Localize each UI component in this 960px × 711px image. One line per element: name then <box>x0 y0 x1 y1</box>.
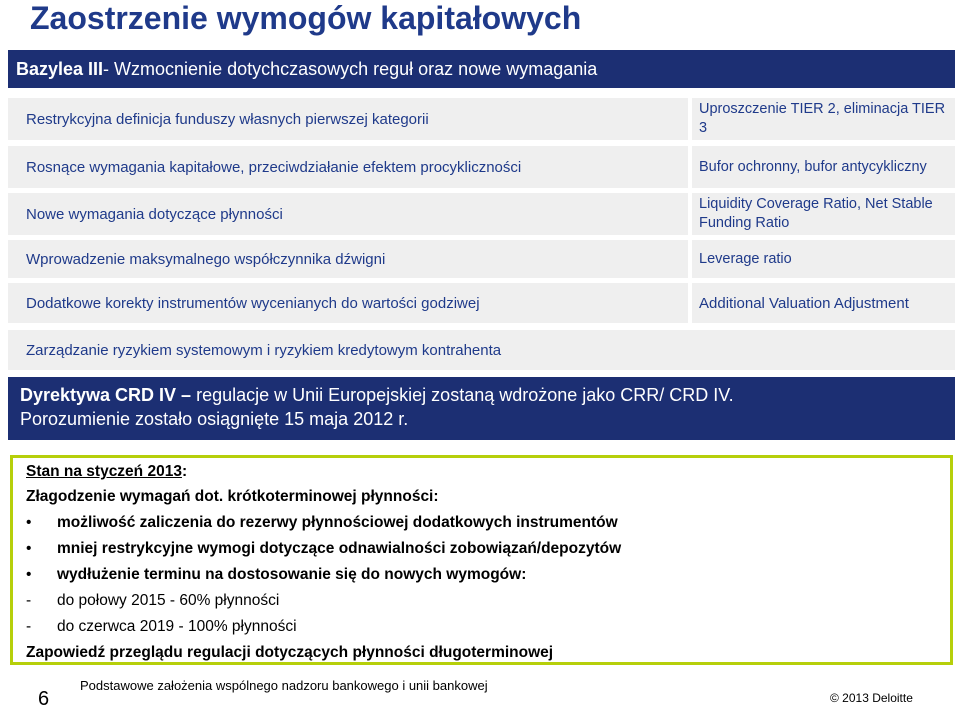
status-heading-suffix: : <box>181 463 188 480</box>
status-closing: Zapowiedź przeglądu regulacji dotyczących płynności długoterminowej <box>26 644 554 661</box>
basel-banner <box>8 50 955 88</box>
banner-text: - Wzmocnienie dotychczasowych reguł oraz nowe wymagania <box>103 58 598 79</box>
row-right-1: Uproszczenie TIER 2, eliminacja TIER 3 <box>692 98 955 140</box>
banner-bold: Bazylea III <box>16 58 104 79</box>
dash-item: do połowy 2015 - 60% płynności <box>57 592 280 609</box>
copyright: © 2013 Deloitte <box>830 691 913 705</box>
page-title: Zaostrzenie wymogów kapitałowych <box>30 0 582 36</box>
row-right-4: Leverage ratio <box>692 240 955 278</box>
bullet-item: możliwość zaliczenia do rezerwy płynnościowej dodatkowych instrumentów <box>57 514 618 531</box>
row-right-5: Additional Valuation Adjustment <box>692 283 955 323</box>
page-number: 6 <box>38 688 50 710</box>
status-heading-line <box>26 463 187 481</box>
bullet-item: mniej restrykcyjne wymogi dotyczące odnawialności zobowiązań/depozytów <box>57 540 622 557</box>
dash-symbol: - <box>26 618 32 635</box>
bullet-item: wydłużenie terminu na dostosowanie się do nowych wymogów: <box>57 566 527 583</box>
bullet-symbol: • <box>26 540 32 557</box>
status-heading: Stan na styczeń 2013 <box>26 463 182 480</box>
row-left-5: Dodatkowe korekty instrumentów wycenianych do wartości godziwej <box>8 283 688 323</box>
row-left-3: Nowe wymagania dotyczące płynności <box>8 193 688 235</box>
systemic-risk-row: Zarządzanie ryzykiem systemowym i ryzykiem kredytowym kontrahenta <box>8 330 955 370</box>
footer-text: Podstawowe założenia wspólnego nadzoru bankowego i unii bankowej <box>80 678 488 693</box>
row-right-2: Bufor ochronny, bufor antycykliczny <box>692 146 955 188</box>
crd-bold: Dyrektywa CRD IV – <box>20 385 192 405</box>
dash-item: do czerwca 2019 - 100% płynności <box>57 618 297 635</box>
status-box <box>10 455 953 665</box>
dash-symbol: - <box>26 592 32 609</box>
crd-iv-box <box>8 377 955 440</box>
crd-text: regulacje w Unii Europejskiej zostaną wdrożone jako CRR/ CRD IV. <box>191 385 734 405</box>
crd-line-2: Porozumienie zostało osiągnięte 15 maja 2012 r. <box>20 409 409 429</box>
bullet-symbol: • <box>26 514 32 531</box>
bullet-symbol: • <box>26 566 32 583</box>
status-subheading: Złagodzenie wymagań dot. krótkoterminowej płynności: <box>26 488 439 505</box>
row-left-4: Wprowadzenie maksymalnego współczynnika dźwigni <box>8 240 688 278</box>
row-right-3: Liquidity Coverage Ratio, Net Stable Funding Ratio <box>692 193 955 235</box>
row-left-2: Rosnące wymagania kapitałowe, przeciwdziałanie efektem procykliczności <box>8 146 688 188</box>
row-left-1: Restrykcyjna definicja funduszy własnych pierwszej kategorii <box>8 98 688 140</box>
crd-line-1 <box>20 383 955 407</box>
